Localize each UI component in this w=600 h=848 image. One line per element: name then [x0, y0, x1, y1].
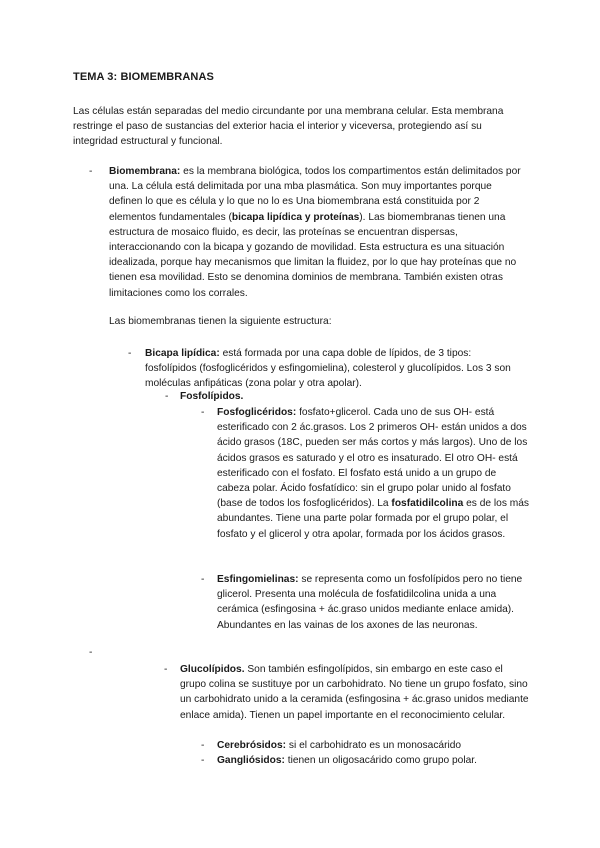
bullet-dash: - [89, 166, 93, 177]
page-title: TEMA 3: BIOMEMBRANAS [73, 71, 214, 83]
fosfolipidos-term: Fosfolípidos. [180, 391, 244, 402]
fosfogliceridos-bold: fosfatidilcolina [391, 498, 464, 510]
glucolipidos-paragraph [180, 662, 530, 723]
fosfogliceridos-term: Fosfoglicéridos: [217, 407, 297, 418]
gangliosidos-item [217, 753, 529, 768]
glucolipidos-term: Glucolípidos. [180, 664, 245, 675]
bullet-dash: - [89, 647, 93, 658]
bullet-dash: - [201, 407, 205, 418]
bullet-dash: - [201, 574, 205, 585]
biomembrana-paragraph [109, 164, 521, 301]
glucolipidos-text: Son también esfingolípidos, sin embargo en este caso el grupo colina se sustituye por un carbohidrato. No tiene un grupo fosfato, sino un carbohidrato unido a la ceramida (esfingosina + ác.graso unidos mediante enlace amida). Tienen un papel importante en el reconocimiento celular. [180, 664, 529, 721]
esfingomielinas-text: se representa como un fosfolípidos pero no tiene glicerol. Presenta una molécula de fosfatidilcolina unida a una cerámica (esfingosina + ác.graso unidos mediante enlace amida). Abundantes en las vainas de los axones de las neuronas. [217, 574, 523, 631]
bullet-dash: - [201, 755, 205, 766]
bullet-dash: - [165, 391, 169, 402]
bicapa-term: Bicapa lipídica: [145, 348, 220, 359]
esfingomielinas-paragraph [217, 572, 529, 633]
esfingomielinas-term: Esfingomielinas: [217, 574, 299, 585]
biomembrana-term: Biomembrana: [109, 166, 181, 177]
fosfogliceridos-text-1: fosfato+glicerol. Cada uno de sus OH- está esterificado con 2 ác.grasos. Los 2 primeros OH- están unidos a dos ácido grasos (18C, pueden ser más cortos y más largos). Uno de los ácidos grasos es saturado y el otro es insaturado. El otro OH- está esterificado con el fosfato. El fosfato está unido a un grupo de cabeza polar. Ácido fosfatídico: sin el grupo polar unido al fosfato (base de todos los fosfoglicéridos). La [217, 407, 528, 510]
biomembrana-bold: bicapa lipídica y proteínas [231, 211, 360, 223]
gangliosidos-text: tienen un oligosacárido como grupo polar. [284, 755, 477, 766]
biomembrana-text-1: es la membrana biológica, todos los compartimentos están delimitados por una. La célula está delimitada por una mba plasmática. Son muy importantes porque definen lo que es célula y lo que no lo es Una biomembrana está constituida por 2 elementos fundamentales ( [109, 166, 521, 223]
bicapa-text: está formada por una capa doble de lípidos, de 3 tipos: fosfolípidos (fosfoglicéridos y esfingomielina), colesterol y glucolípidos. Los 3 son moléculas anfipáticas (zona polar y otra apolar). [145, 348, 511, 390]
bicapa-paragraph [145, 346, 517, 392]
fosfogliceridos-text-2: es de los más abundantes. Tiene una parte polar formada por el grupo polar, el fosfato y el glicerol y otra apolar, formada por los ácidos grasos. [217, 498, 529, 540]
cerebrosidos-text: si el carbohidrato es un monosacárido [286, 740, 462, 751]
bullet-dash: - [201, 740, 205, 751]
gangliosidos-term: Gangliósidos: [217, 755, 285, 766]
bullet-dash: - [128, 348, 132, 359]
fosfolipidos-heading [180, 389, 520, 404]
biomembrana-text-2: ). Las biomembranas tienen una estructura de mosaico fluido, es decir, las proteínas se encuentran dispersas, interaccionando con la bicapa y gozando de movilidad. Esta estructura es una situación idealizada, porque hay mecanismos que limitan la fluidez, por lo que hay proteínas que no tienen esa movilidad. Esto se denomina dominios de membrana. También existen otras limitaciones como los corrales. [109, 211, 517, 299]
cerebrosidos-term: Cerebrósidos: [217, 740, 287, 751]
estructura-intro: Las biomembranas tienen la siguiente estructura: [109, 316, 332, 327]
fosfogliceridos-paragraph [217, 405, 529, 542]
cerebrosidos-item [217, 738, 529, 753]
intro-paragraph: Las células están separadas del medio circundante por una membrana celular. Esta membrana restringe el paso de sustancias del exterior hacia el interior y viceversa, protegiendo así su integridad estructural y funcional. [73, 106, 504, 148]
bullet-dash: - [164, 664, 168, 675]
